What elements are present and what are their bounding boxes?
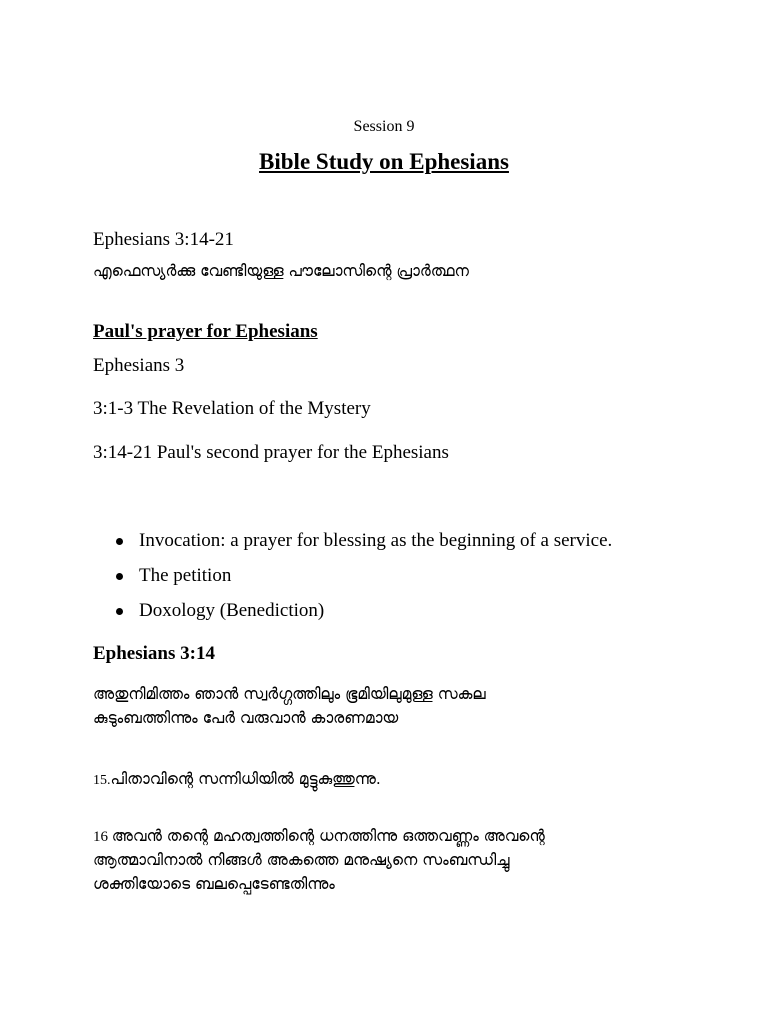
- chapter-label: Ephesians 3: [93, 355, 185, 376]
- list-item: [93, 564, 612, 599]
- verse-heading: Ephesians 3:14: [93, 643, 215, 664]
- verse14-line: അതുനിമിത്തം ഞാൻ സ്വർഗ്ഗത്തിലും ഭൂമിയിലുമുള്ള സകല: [93, 685, 486, 703]
- list-item-text: The petition: [139, 565, 232, 586]
- section-heading: Paul's prayer for Ephesians: [93, 321, 318, 342]
- list-item-text: Invocation: a prayer for blessing as the beginning of a service.: [139, 530, 613, 551]
- verse16-line: [93, 827, 545, 846]
- outline-item: 3:14-21 Paul's second prayer for the Ephesians: [93, 442, 449, 463]
- main-reference: Ephesians 3:14-21: [93, 229, 234, 250]
- prayer-structure-list: [93, 529, 612, 634]
- verse14-line: കുടുംബത്തിന്നും പേർ വരുവാൻ കാരണമായ: [93, 709, 399, 727]
- list-item-text: Doxology (Benediction): [139, 600, 325, 621]
- list-item: [93, 529, 612, 564]
- list-item: [93, 599, 612, 634]
- verse-text: അവൻ തന്റെ മഹത്വത്തിന്റെ ധനത്തിന്നു ഒത്തവണ്ണം അവന്റെ: [111, 827, 545, 845]
- verse16-line: ശക്തിയോടെ ബലപ്പെടേണ്ടതിന്നും: [93, 875, 335, 893]
- session-label: Session 9: [353, 118, 415, 135]
- bullet-icon: [116, 608, 123, 615]
- verse16-line: ആത്മാവിനാൽ നിങ്ങൾ അകത്തെ മനുഷ്യനെ സംബന്ധിച്ചു: [93, 851, 510, 869]
- page-title: Bible Study on Ephesians: [259, 149, 509, 174]
- verse-text: പിതാവിന്റെ സന്നിധിയിൽ മുട്ടുകുത്തുന്നു.: [110, 770, 381, 788]
- bullet-icon: [116, 573, 123, 580]
- verse-number: 16: [93, 829, 112, 845]
- bullet-icon: [116, 538, 123, 545]
- verse-number: 15.: [93, 773, 111, 788]
- verse15: [93, 770, 381, 789]
- outline-item: 3:1-3 The Revelation of the Mystery: [93, 398, 371, 419]
- malayalam-heading: എഫെസ്യർക്കു വേണ്ടിയുള്ള പൗലോസിന്റെ പ്രാർത്ഥന: [93, 262, 469, 280]
